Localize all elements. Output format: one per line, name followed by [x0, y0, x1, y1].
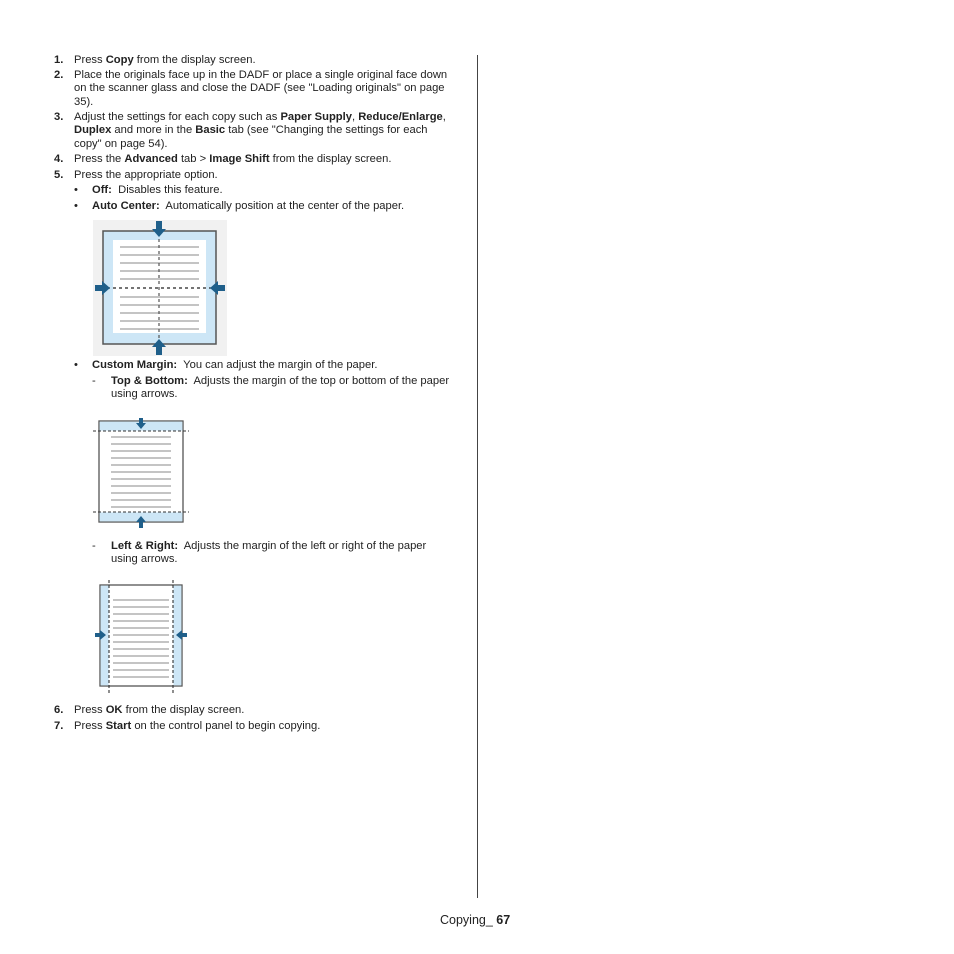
text-run: from the display screen. — [269, 153, 392, 165]
page-number: 67 — [496, 913, 511, 927]
step-6 — [54, 704, 454, 717]
bullet-mark: • — [74, 359, 78, 371]
step-number: 1. — [54, 54, 64, 66]
option-label: Off: — [92, 184, 112, 196]
step-text — [74, 54, 454, 67]
text-run: , — [442, 111, 446, 123]
text-run: Press the appropriate option. — [74, 169, 218, 181]
bold-term: Image Shift — [209, 153, 270, 165]
text-run: Press — [74, 704, 106, 716]
bold-term: Reduce/Enlarge — [358, 111, 443, 123]
bullet-mark: • — [74, 200, 78, 212]
step-text — [74, 153, 454, 166]
text-run: tab (see "Changing the settings for each copy" on page 54). — [74, 124, 428, 150]
step-number: 7. — [54, 720, 64, 732]
top-bottom-illustration — [93, 416, 189, 530]
column-divider — [477, 55, 478, 898]
bold-term: OK — [105, 704, 123, 716]
step-text — [74, 720, 454, 733]
step-7 — [54, 720, 454, 733]
bold-term: Paper Supply — [280, 111, 352, 123]
step-text — [74, 111, 454, 151]
step-text — [74, 69, 454, 109]
bold-term: Start — [105, 720, 132, 732]
option-label: Auto Center: — [92, 200, 160, 212]
page-footer — [440, 914, 510, 927]
option-description: Automatically position at the center of the paper. — [165, 200, 405, 212]
suboption-top-bottom — [92, 375, 452, 402]
step-1 — [54, 54, 454, 67]
text-run: from the display screen. — [133, 54, 256, 66]
step-text — [74, 704, 454, 717]
step-number: 6. — [54, 704, 64, 716]
step-number: 2. — [54, 69, 64, 81]
text-run: tab > — [177, 153, 210, 165]
bold-term: Copy — [105, 54, 134, 66]
suboption-label: Top & Bottom: — [111, 375, 188, 387]
text-run: Press the — [74, 153, 125, 165]
option-description: You can adjust the margin of the paper. — [183, 359, 378, 371]
option-description: Disables this feature. — [118, 184, 223, 196]
step-2 — [54, 69, 454, 109]
text-run: from the display screen. — [122, 704, 245, 716]
option-off — [74, 184, 454, 197]
text-run: Press — [74, 54, 106, 66]
step-number: 5. — [54, 169, 64, 181]
text-run: and more in the — [111, 124, 196, 137]
step-5 — [54, 169, 454, 182]
footer-section: Copying_ — [440, 913, 497, 927]
option-label: Custom Margin: — [92, 359, 178, 371]
option-custom-margin — [74, 359, 454, 372]
text-run: Press — [74, 720, 106, 732]
step-number: 3. — [54, 111, 64, 123]
bold-term: Duplex — [74, 124, 112, 137]
suboption-description: Adjusts the margin of the top or bottom of the paper using arrows. — [111, 375, 450, 401]
step-number: 4. — [54, 153, 64, 165]
text-run: Place the originals face up in the DADF or place a single original face down on the scanner glass and close the DADF (see "Loading originals" on page 35). — [74, 69, 448, 108]
bullet-mark: • — [74, 184, 78, 196]
text-run: , — [351, 111, 359, 123]
left-right-illustration — [93, 578, 189, 696]
subitem-mark: - — [92, 375, 96, 387]
suboption-left-right — [92, 540, 452, 567]
bold-term: Advanced — [124, 153, 178, 165]
auto-center-illustration — [93, 220, 227, 356]
option-auto-center — [74, 200, 454, 213]
subitem-mark: - — [92, 540, 96, 552]
step-3 — [54, 111, 454, 151]
suboption-label: Left & Right: — [111, 540, 179, 552]
text-run: Adjust the settings for each copy such as — [74, 111, 281, 123]
suboption-description: Adjusts the margin of the left or right of the paper using arrows. — [111, 540, 427, 566]
bold-term: Basic — [195, 124, 226, 137]
step-text — [74, 169, 454, 182]
step-4 — [54, 153, 454, 166]
text-run: on the control panel to begin copying. — [131, 720, 321, 732]
